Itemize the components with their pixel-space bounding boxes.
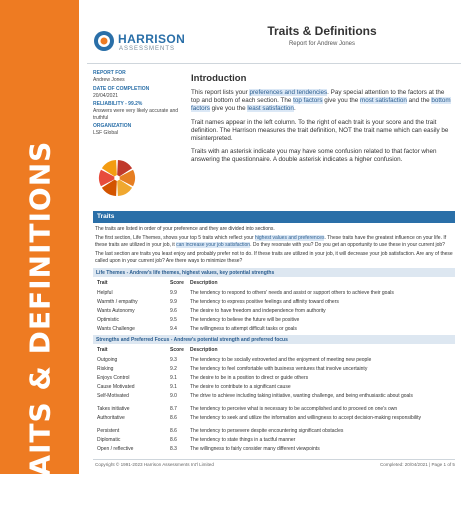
traits-section-label: Traits — [97, 213, 115, 220]
trait-name: Helpful — [97, 290, 113, 296]
table-row — [97, 406, 453, 415]
traits-paragraph-1: The traits are listed in order of your preference and they are divided into sections. — [95, 226, 275, 232]
trait-name: Persistent — [97, 428, 120, 434]
highlighted-text: most satisfaction — [359, 97, 407, 105]
table-row — [97, 375, 453, 384]
trait-name: Cause Motivated — [97, 384, 135, 390]
text-run: and the — [406, 97, 432, 105]
trait-description: The tendency to feel comfortable with business ventures that involve uncertainty — [190, 366, 368, 372]
trait-description: The desire to be in a position to direct or guide others — [190, 375, 309, 381]
intro-paragraph-3: Traits with an asterisk indicate you may have some confusion related to that factor when answering the questionnaire. A double asterisk indicates a higher confusion. — [191, 148, 437, 164]
strengths-bar — [93, 335, 455, 344]
header-description: Description — [190, 280, 218, 286]
table-row — [97, 290, 453, 299]
footer-page-info: Completed: 20/04/2021 | Page 1 of 5 — [379, 462, 455, 467]
text-run: . — [293, 105, 296, 113]
life-themes-label: Life Themes - Andrew's life themes, highest values, key potential strengths — [96, 269, 275, 276]
brand-sub: ASSESSMENTS — [119, 46, 176, 52]
text-run: . Pay special attention to the factors at the top and bottom of each section. The — [191, 89, 445, 105]
trait-description: The willingness to attempt difficult tasks or goals — [190, 326, 297, 332]
intro-paragraph-1 — [191, 89, 453, 114]
trait-score: 9.1 — [170, 375, 177, 381]
trait-description: The willingness to fairly consider many different viewpoints — [190, 446, 320, 452]
trait-description: The desire to contribute to a significant cause — [190, 384, 291, 390]
trait-name: Warmth / empathy — [97, 299, 138, 305]
reliability-value: Answers were very likely accurate and truthful — [93, 108, 179, 121]
traits-intro — [95, 226, 455, 267]
trait-score: 8.3 — [170, 446, 177, 452]
date-value: 20/04/2021 — [93, 92, 119, 99]
footer-divider — [93, 459, 455, 460]
trait-name: Authoritative — [97, 415, 125, 421]
header-score: Score — [170, 347, 184, 353]
pie-graphic-icon — [97, 158, 137, 198]
trait-description: The tendency to seek and utilize the information and willingness to accept decision-making responsibility — [190, 415, 421, 421]
intro-paragraph-2: Trait names appear in the left column. To the right of each trait is your score and the trait definition. The Harrison measures the trait definition, NOT the trait name which can easily be misinterpreted. — [191, 118, 449, 143]
trait-score: 9.6 — [170, 308, 177, 314]
trait-description: The tendency to respond to others' needs and assist or support others to achieve their goals — [190, 290, 394, 296]
strengths-label: Strengths and Preferred Focus - Andrew's potential strength and preferred focus — [96, 336, 288, 343]
brand-name: HARRISON — [118, 32, 186, 46]
header-trait: Trait — [97, 347, 108, 353]
text-run: This report lists your — [191, 89, 250, 96]
header-divider — [87, 63, 461, 64]
report-page — [87, 15, 461, 467]
life-themes-header — [97, 280, 453, 289]
trait-description: The drive to achieve including taking initiative, wanting challenge, and being enthusiastic about goals — [190, 393, 413, 399]
table-row — [97, 393, 453, 402]
traits-paragraph-2 — [95, 235, 455, 248]
trait-score: 9.4 — [170, 326, 177, 332]
organization-value: LSF Global — [93, 130, 119, 136]
trait-description: The tendency to express positive feelings and affinity toward others — [190, 299, 339, 305]
table-row — [97, 384, 453, 393]
trait-name: Risking — [97, 366, 114, 372]
trait-score: 8.6 — [170, 415, 177, 421]
trait-score: 9.5 — [170, 317, 177, 323]
trait-score: 9.1 — [170, 384, 177, 390]
trait-score: 8.6 — [170, 437, 177, 443]
table-row — [97, 317, 453, 326]
trait-score: 8.7 — [170, 406, 177, 412]
trait-description: The tendency to be socially extroverted and the enjoyment of meeting new people — [190, 357, 372, 363]
trait-name: Open / reflective — [97, 446, 134, 452]
table-row — [97, 299, 453, 308]
trait-name: Takes initiative — [97, 406, 130, 412]
table-row — [97, 428, 453, 437]
sidebar-title: TRAITS & DEFINITIONS — [23, 140, 57, 519]
trait-description: The tendency to believe the future will be positive — [190, 317, 300, 323]
trait-name: Wants Autonomy — [97, 308, 135, 314]
text-run: . Do they resonate with you? Do you get an opportunity to use these in your current job? — [250, 241, 445, 248]
life-themes-bar — [93, 268, 455, 277]
highlighted-text: top factors — [293, 97, 323, 105]
trait-description: The tendency to perceive what is necessary to be accomplished and to proceed on one's own — [190, 406, 398, 412]
table-row — [97, 326, 453, 335]
trait-score: 9.9 — [170, 299, 177, 305]
text-run: The first section, Life Themes, shows your top 5 traits which reflect your — [95, 235, 255, 242]
brand-logo — [93, 24, 193, 64]
highlighted-text: least satisfaction — [247, 105, 294, 113]
report-meta — [93, 68, 181, 137]
trait-description: The tendency to persevere despite encountering significant obstacles — [190, 428, 344, 434]
header-score: Score — [170, 280, 184, 286]
intro-heading: Introduction — [191, 73, 247, 84]
header-trait: Trait — [97, 280, 108, 286]
table-row — [97, 357, 453, 366]
trait-name: Self-Motivated — [97, 393, 129, 399]
trait-score: 9.0 — [170, 393, 177, 399]
table-row — [97, 308, 453, 317]
introduction — [191, 73, 453, 170]
trait-score: 8.6 — [170, 428, 177, 434]
traits-section-bar — [93, 211, 455, 223]
traits-paragraph-3: The last section are traits you least enjoy and probably prefer not to do. If these traits are utilized in your job, it will decrease your job satisfaction. Are any of these called upon in your current job? Are there ways to minimize these? — [95, 251, 453, 264]
highlighted-text: preferences and tendencies — [249, 89, 328, 96]
footer-copyright: Copyright © 1991-2023 Harrison Assessments Int'l Limited — [95, 462, 214, 467]
trait-name: Outgoing — [97, 357, 118, 363]
header-description: Description — [190, 347, 218, 353]
text-run: give you the — [209, 105, 248, 113]
trait-score: 9.3 — [170, 357, 177, 363]
trait-description: The desire to have freedom and independence from authority — [190, 308, 326, 314]
trait-description: The tendency to state things in a tactful manner — [190, 437, 296, 443]
table-row — [97, 366, 453, 375]
page-title: Traits & Definitions — [267, 24, 377, 38]
logo-mark-icon — [93, 30, 115, 52]
trait-name: Wants Challenge — [97, 326, 135, 332]
highlighted-text: bottom factors — [191, 97, 451, 113]
highlighted-text: highest values and preferences — [254, 235, 325, 242]
trait-score: 9.9 — [170, 290, 177, 296]
table-row — [97, 437, 453, 446]
date-label: DATE OF COMPLETION — [93, 85, 150, 92]
trait-name: Optimistic — [97, 317, 119, 323]
trait-name: Enjoys Control — [97, 375, 130, 381]
table-row — [97, 415, 453, 424]
report-for-label: REPORT FOR — [93, 70, 126, 76]
table-row — [97, 446, 453, 455]
trait-name: Diplomatic — [97, 437, 121, 443]
report-for-value: Andrew Jones — [93, 77, 125, 83]
sidebar — [0, 0, 79, 519]
highlighted-text: can increase your job satisfaction — [176, 241, 251, 248]
reliability-label: RELIABILITY - 99.2% — [93, 101, 143, 107]
strengths-header — [97, 347, 453, 356]
organization-label: ORGANIZATION — [93, 123, 132, 129]
trait-score: 9.2 — [170, 366, 177, 372]
text-run: give you the — [322, 97, 360, 105]
page-subtitle: Report for Andrew Jones — [288, 41, 356, 47]
text-run: . These traits have the greatest influence on your life. If these traits are utilized in your job, it — [95, 235, 447, 248]
